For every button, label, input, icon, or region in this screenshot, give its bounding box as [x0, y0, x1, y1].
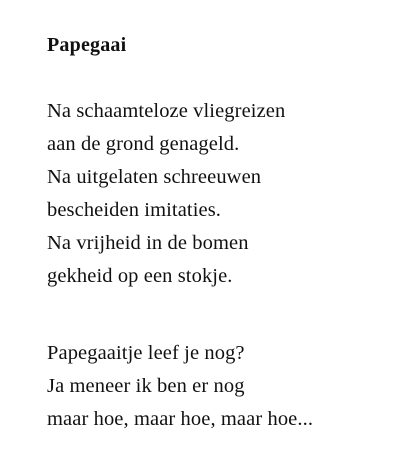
poem-line: aan de grond genageld. — [47, 133, 240, 155]
poem-line: Na uitgelaten schreeuwen — [47, 166, 262, 188]
poem-title: Papegaai — [47, 34, 127, 56]
stanza-1 — [47, 95, 285, 293]
stanza-2 — [47, 337, 313, 436]
poem-line: Papegaaitje leef je nog? — [47, 342, 245, 364]
poem-line: bescheiden imitaties. — [47, 199, 222, 221]
poem-line: Ja meneer ik ben er nog — [47, 375, 245, 397]
poem-line: maar hoe, maar hoe, maar hoe... — [47, 408, 314, 430]
poem-line: Na vrijheid in de bomen — [47, 232, 249, 254]
poem-line: gekheid op een stokje. — [47, 265, 233, 287]
poem-line: Na schaamteloze vliegreizen — [47, 100, 286, 122]
